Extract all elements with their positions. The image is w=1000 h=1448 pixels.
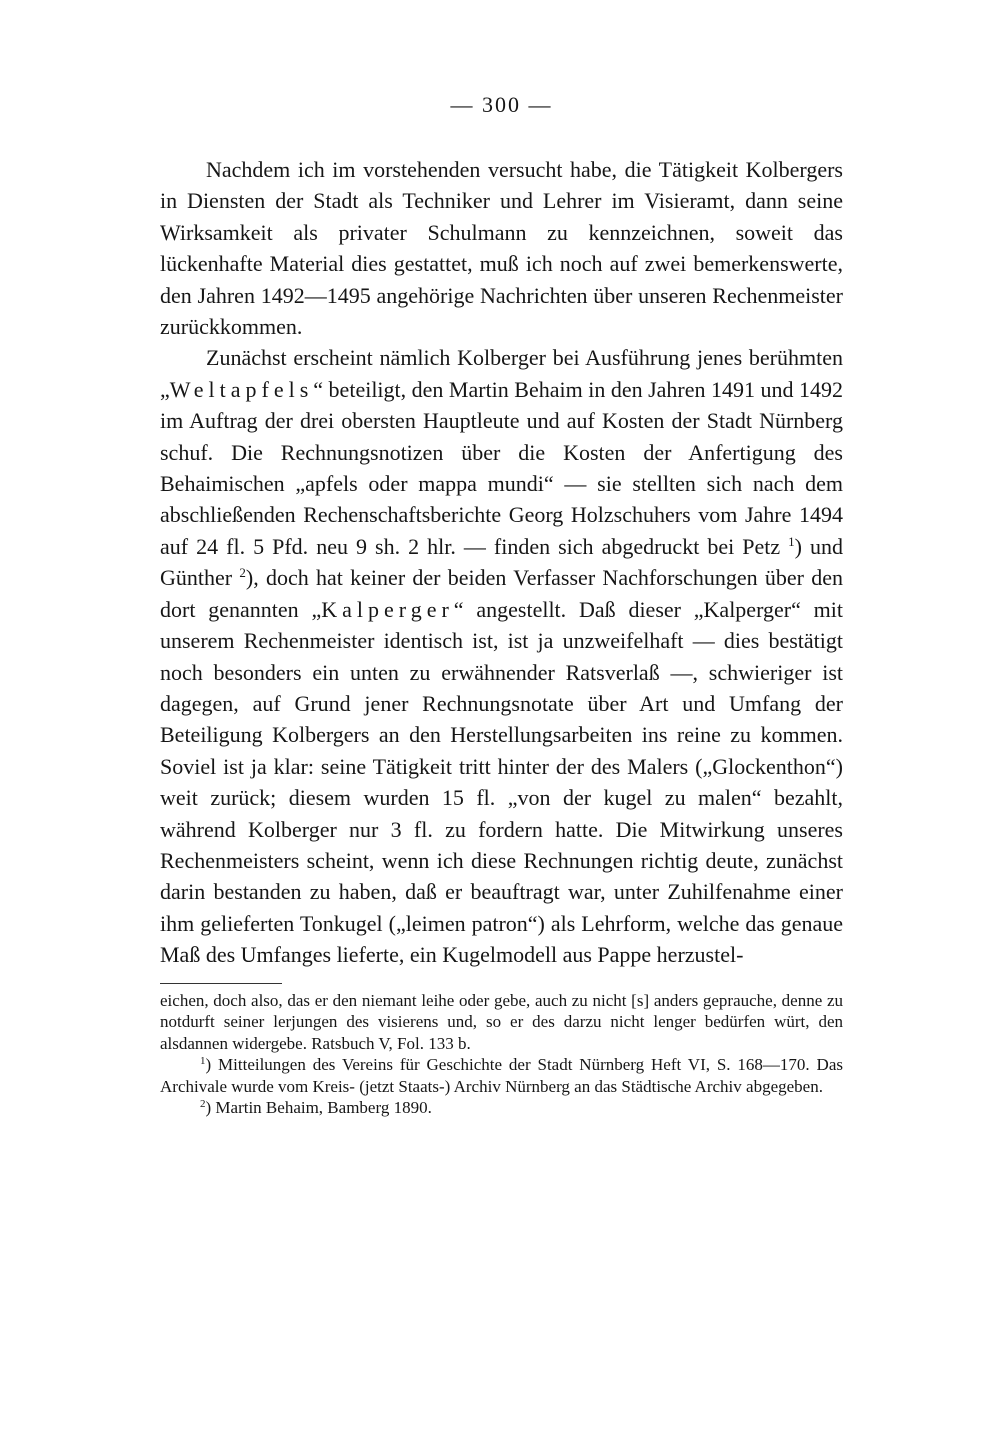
spaced-term-weltapfels: Weltapfels: [169, 376, 314, 402]
footnote-1: [160, 1054, 843, 1097]
footnote-2-text: ) Martin Behaim, Bamberg 1890.: [205, 1098, 432, 1118]
spaced-term-kalperger: Kalperger: [321, 596, 454, 622]
paragraph-2: [160, 342, 843, 970]
p2-text-5: “ angestellt. Daß dieser „Kalperger“ mit unserem Rechenmeister identisch ist, ist ja unzweifelhaft — dies bestätigt noch besonders ein unten zu erwähnender Ratsverlaß —, schwieriger ist dagegen, auf Grund jener Rechnungsnotate über Art und Umfang der Beteiligung Kolbergers an den Herstellungsarbeiten ins reine zu kommen. Soviel ist ja klar: seine Tätigkeit tritt hinter der des Malers („Glockenthon“) weit zurück; diesem wurden 15 fl. „von der kugel zu malen“ bezahlt, während Kolberger nur 3 fl. zu fordern hatte. Die Mitwirkung unseres Rechenmeisters scheint, wenn ich diese Rechnungen richtig deute, zunächst darin bestanden zu haben, daß er beauftragt war, unter Zuhilfenahme einer ihm gelieferten Tonkugel („leimen patron“) als Lehrform, welche das genaue Maß des Umfanges lieferte, ein Kugelmodell aus Pappe herzustel-: [160, 596, 844, 968]
p2-text-4: ), doch hat keiner der beiden Verfasser Nachforschungen über den dort genannten „: [160, 565, 843, 622]
footnote-ref-2: 2: [239, 565, 246, 581]
book-page: [160, 92, 843, 1119]
p2-text-2: “ beteiligt, den Martin Behaim in den Jahren 1491 und 1492 im Auftrag der drei obersten Hauptleute und auf Kosten der Stadt Nürnberg schuf. Die Rechnungsnotizen über die Kosten der Anfertigung des Behaimischen „apfels oder mappa mundi“ — sie stellten sich nach dem abschließenden Rechenschaftsberichte Georg Holzschuhers vom Jahre 1494 auf 24 fl. 5 Pfd. neu 9 sh. 2 hlr. — finden sich abgedruckt bei Petz: [160, 376, 844, 559]
footnote-1-number: 1: [200, 1055, 206, 1068]
footnote-1-text: ) Mitteilungen des Vereins für Geschichte der Stadt Nürnberg Heft VI, S. 168—170. Das Archivale wurde vom Kreis- (jetzt Staats-) Archiv Nürnberg an das Städtische Archiv abgegeben.: [160, 1055, 843, 1096]
main-text: [160, 154, 843, 971]
footnote-continuation: eichen, doch also, das er den niemant leihe oder gebe, auch zu nicht [s] anders geprauche, denne zu notdurft seiner lerjungen des visierens und, so er des darzu nicht lenger bedürfen würt, den alsdannen widergebe. Ratsbuch V, Fol. 133 b.: [160, 990, 843, 1053]
footnotes: [160, 990, 843, 1119]
footnote-ref-1: 1: [788, 533, 795, 549]
paragraph-1: Nachdem ich im vorstehenden versucht habe, die Tätigkeit Kolbergers in Diensten der Stadt als Techniker und Lehrer im Visieramt, dann seine Wirksamkeit als privater Schulmann zu kennzeichnen, soweit das lückenhafte Material dies gestattet, muß ich noch auf zwei bemerkenswerte, den Jahren 1492—1495 angehörige Nachrichten über unseren Rechenmeister zurückkommen.: [160, 157, 843, 340]
p2-text-3: ) und Günther: [160, 533, 844, 591]
footnote-2: [160, 1097, 843, 1119]
page-header: [160, 92, 843, 132]
footnote-divider: [160, 983, 282, 984]
p2-text-1: Zunächst erscheint nämlich Kolberger bei Ausführung jenes berühmten „: [160, 345, 843, 402]
footnote-2-number: 2: [200, 1098, 206, 1111]
page-number: — 300 —: [450, 92, 553, 117]
